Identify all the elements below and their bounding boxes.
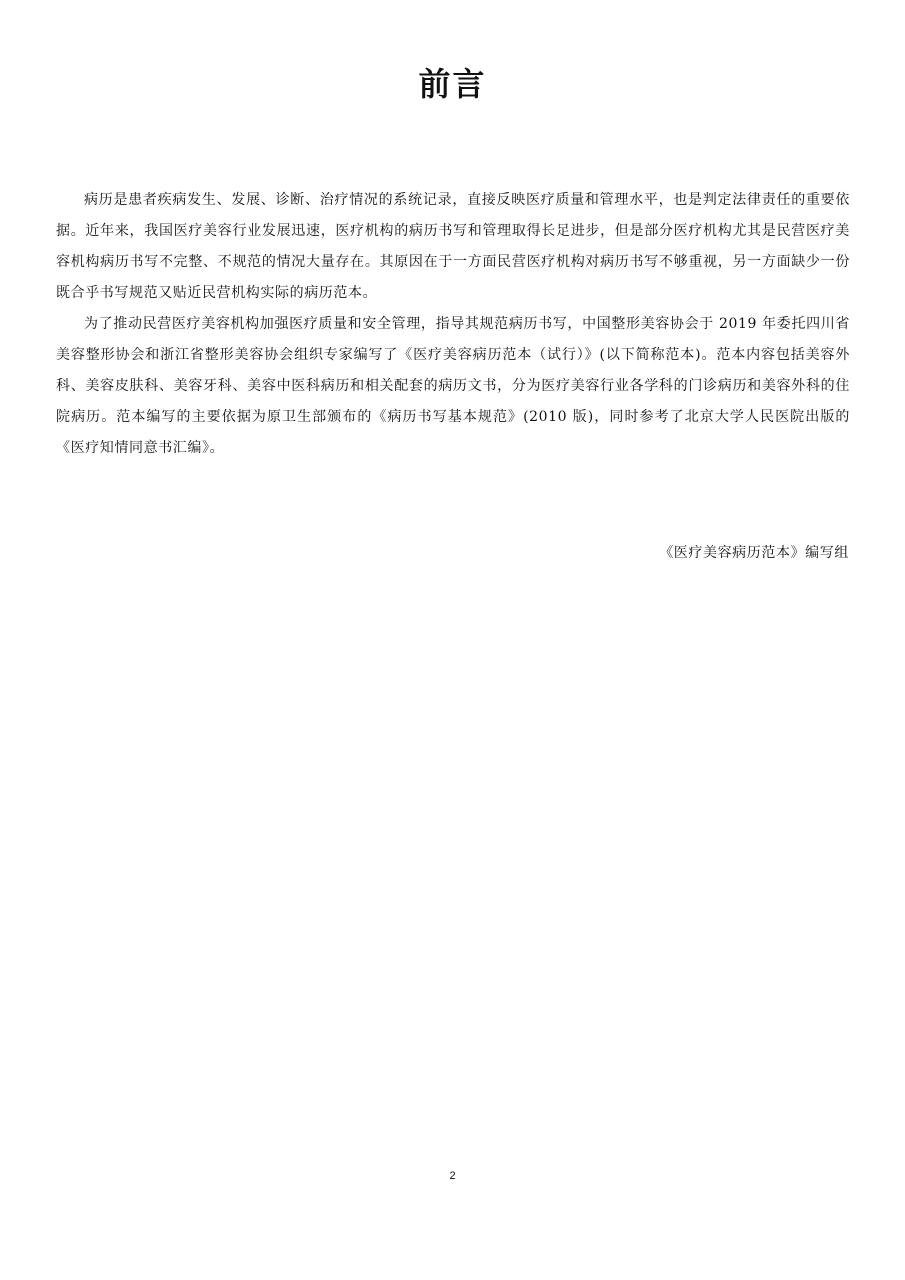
paragraph-2: 为了推动民营医疗美容机构加强医疗质量和安全管理，指导其规范病历书写，中国整形美容协会于 2019 年委托四川省美容整形协会和浙江省整形美容协会组织专家编写了《医疗美容病历范本（试行）》(以下简称范本)。范本内容包括美容外科、美容皮肤科、美容牙科、美容中医科病历和相关配套的病历文书，分为医疗美容行业各学科的门诊病历和美容外科的住院病历。范本编写的主要依据为原卫生部颁布的《病历书写基本规范》(2010 版)，同时参考了北京大学人民医院出版的《医疗知情同意书汇编》。: [56, 316, 850, 456]
preface-body: [56, 185, 850, 464]
paragraph-1: 病历是患者疾病发生、发展、诊断、治疗情况的系统记录，直接反映医疗质量和管理水平，也是判定法律责任的重要依据。近年来，我国医疗美容行业发展迅速，医疗机构的病历书写和管理取得长足进步，但是部分医疗机构尤其是民营医疗美容机构病历书写不完整、不规范的情况大量存在。其原因在于一方面民营医疗机构对病历书写不够重视，另一方面缺少一份既合乎书写规范又贴近民营机构实际的病历范本。: [56, 192, 850, 301]
signature: 《医疗美容病历范本》编写组: [659, 545, 849, 561]
page-number: 2: [449, 1170, 456, 1182]
page-title: 前言: [418, 65, 487, 103]
